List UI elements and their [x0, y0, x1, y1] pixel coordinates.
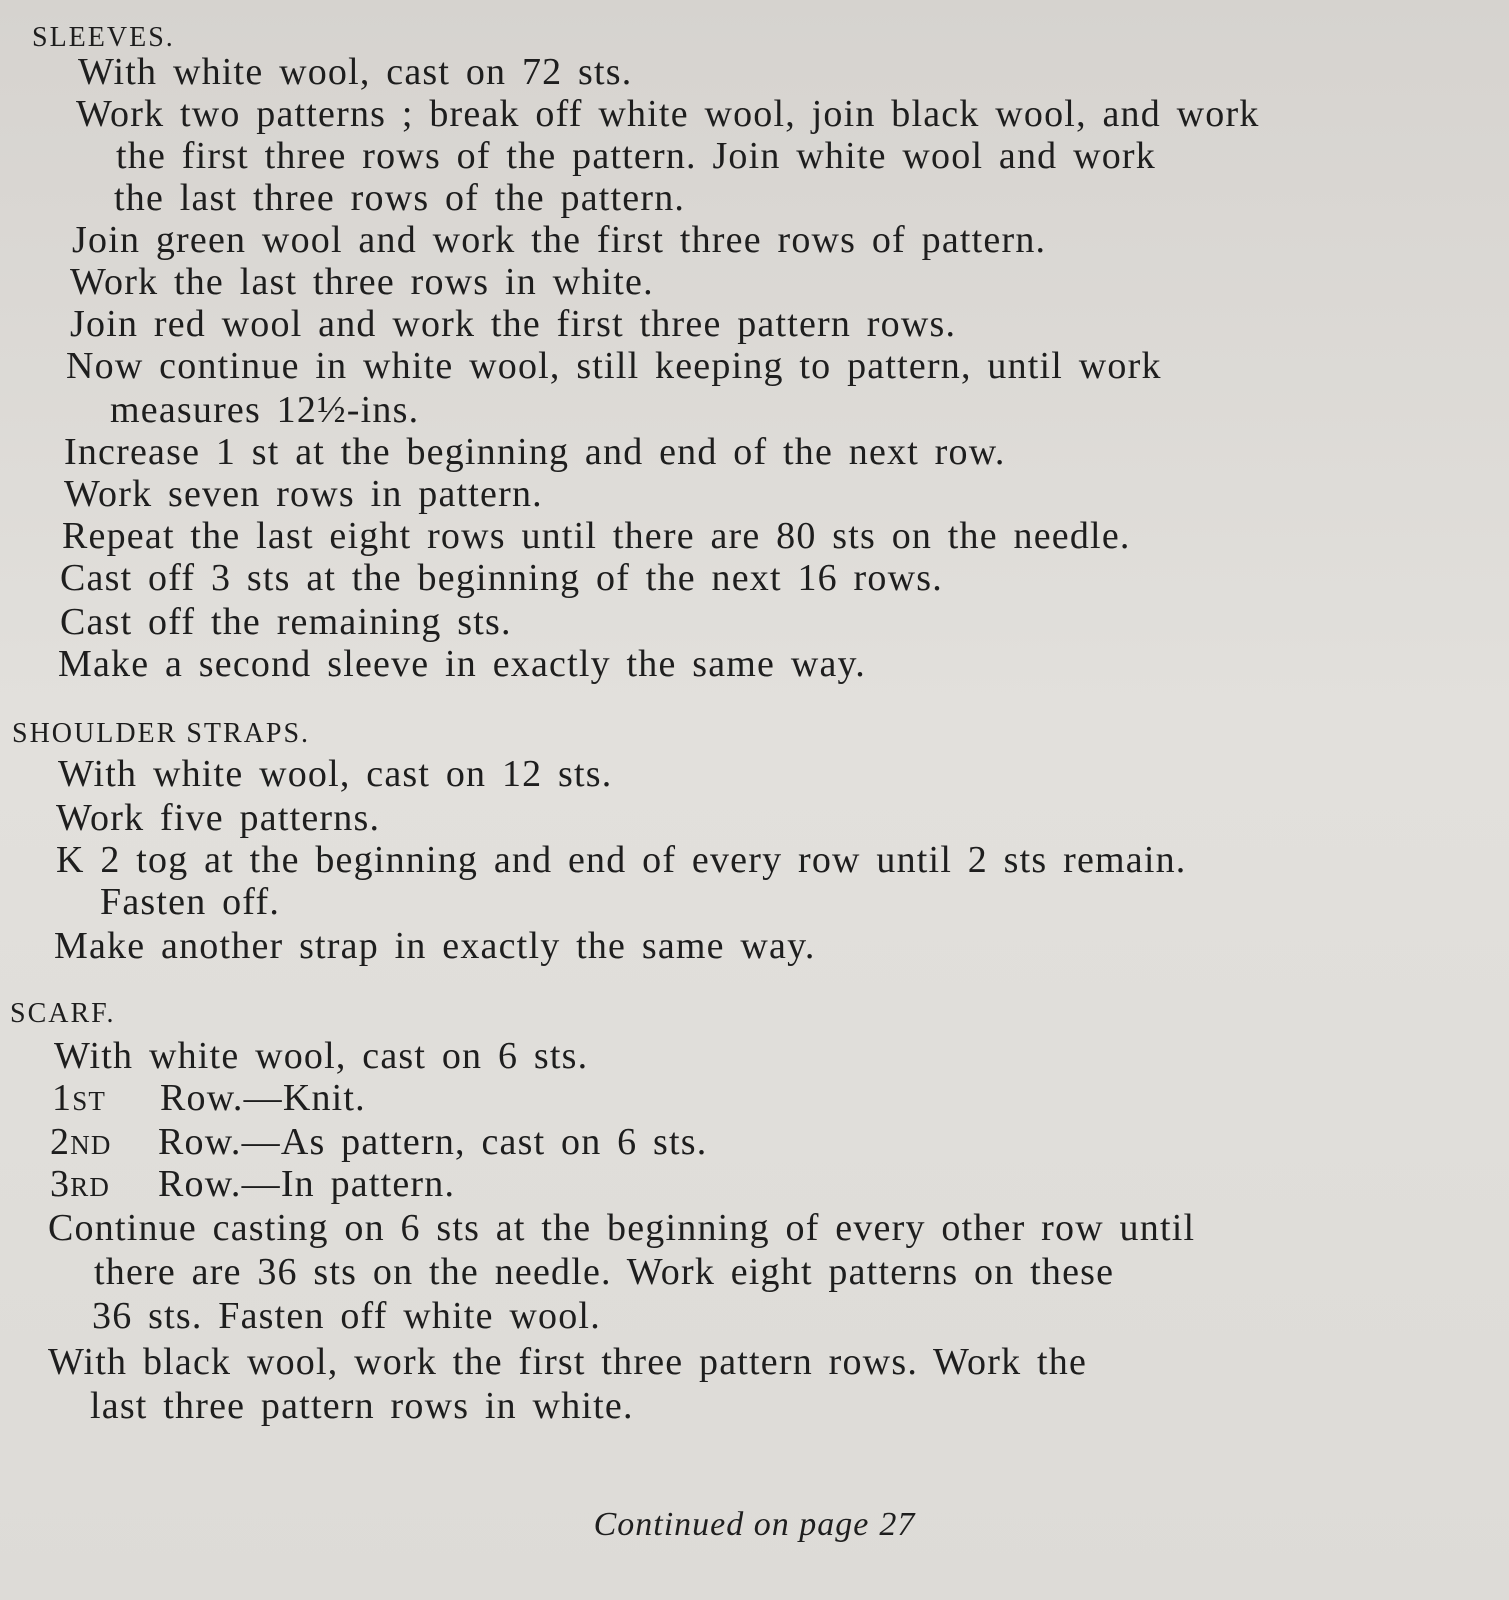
scarf-row-3-text: Row.—In pattern.: [158, 1163, 456, 1205]
straps-line-1: With white wool, cast on 12 sts.: [58, 753, 613, 795]
scarf-row-1-label: 1st: [52, 1077, 107, 1119]
sleeves-line-9: measures 12½-ins.: [110, 389, 420, 431]
straps-line-4: Fasten off.: [100, 881, 281, 923]
sleeves-line-6: Work the last three rows in white.: [70, 261, 654, 303]
sleeves-line-12: Repeat the last eight rows until there are 80 sts on the needle.: [62, 515, 1131, 557]
sleeves-line-5: Join green wool and work the first three rows of pattern.: [72, 219, 1047, 261]
continued-text: Continued on page: [593, 1506, 870, 1543]
scarf-row-2-text: Row.—As pattern, cast on 6 sts.: [158, 1121, 708, 1163]
scarf-row-1-text: Row.—Knit.: [160, 1077, 366, 1119]
section-title-scarf: SCARF.: [10, 998, 116, 1029]
scarf-row-2: [50, 1120, 707, 1164]
sleeves-line-7: Join red wool and work the first three pattern rows.: [70, 303, 957, 345]
section-title-sleeves: SLEEVES.: [32, 22, 175, 53]
scarf-row-3: [50, 1162, 455, 1206]
sleeves-line-10: Increase 1 st at the beginning and end of the next row.: [64, 431, 1006, 473]
section-title-shoulder-straps: SHOULDER STRAPS.: [12, 718, 311, 749]
scarf-line-5: Continue casting on 6 sts at the beginning of every other row until: [48, 1207, 1196, 1249]
scarf-line-1: With white wool, cast on 6 sts.: [54, 1035, 589, 1077]
sleeves-line-3: the first three rows of the pattern. Join white wool and work: [116, 135, 1156, 177]
straps-line-3: K 2 tog at the beginning and end of every row until 2 sts remain.: [56, 839, 1187, 881]
sleeves-line-14: Cast off the remaining sts.: [60, 601, 512, 643]
straps-line-2: Work five patterns.: [56, 797, 381, 839]
continued-page-number: 27: [879, 1506, 916, 1543]
sleeves-line-11: Work seven rows in pattern.: [64, 473, 543, 515]
straps-line-5: Make another strap in exactly the same way.: [54, 925, 816, 967]
sleeves-line-15: Make a second sleeve in exactly the same way.: [58, 643, 866, 685]
continued-note: [0, 1506, 1509, 1544]
scarf-row-1: [52, 1076, 366, 1120]
scarf-row-2-label: 2nd: [50, 1121, 112, 1163]
sleeves-line-1: With white wool, cast on 72 sts.: [78, 51, 633, 93]
scarf-line-7: 36 sts. Fasten off white wool.: [92, 1295, 601, 1337]
scarf-line-6: there are 36 sts on the needle. Work eight patterns on these: [94, 1251, 1115, 1293]
sleeves-line-4: the last three rows of the pattern.: [114, 177, 686, 219]
sleeves-line-2: Work two patterns ; break off white wool, join black wool, and work: [76, 93, 1260, 135]
scarf-row-3-label: 3rd: [50, 1163, 111, 1205]
sleeves-line-8: Now continue in white wool, still keeping to pattern, until work: [66, 345, 1162, 387]
scarf-line-8: With black wool, work the first three pattern rows. Work the: [48, 1341, 1088, 1383]
sleeves-line-13: Cast off 3 sts at the beginning of the next 16 rows.: [60, 557, 943, 599]
scarf-line-9: last three pattern rows in white.: [90, 1385, 634, 1427]
